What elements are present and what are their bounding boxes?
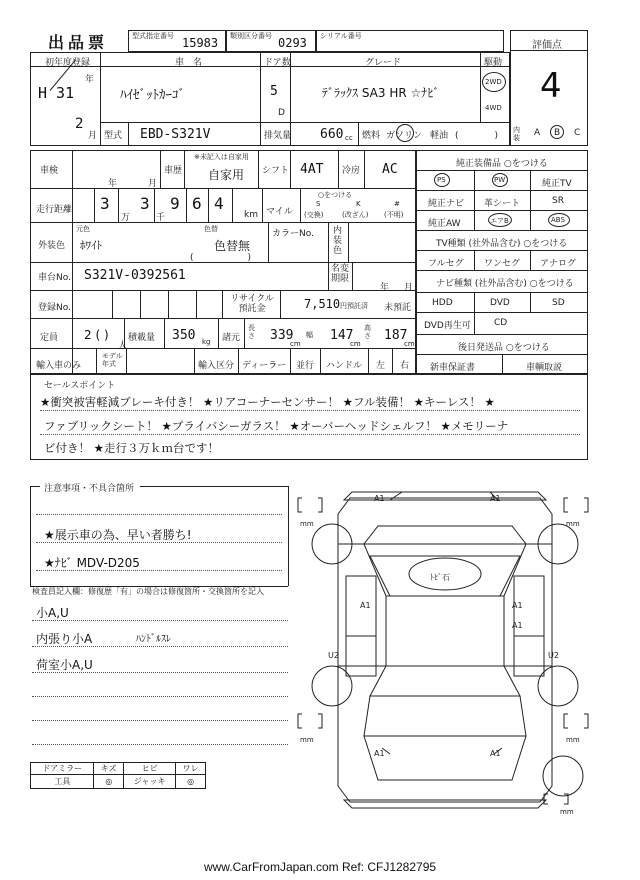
dims-label: 諸元	[222, 333, 241, 343]
mileage-digit-1: 3	[100, 194, 110, 213]
notes-line-2: ★ﾅﾋﾞ MDV-D205	[44, 556, 140, 570]
mileage-digit-2: 3	[140, 194, 150, 213]
damage-u2-left: U2	[328, 651, 339, 660]
car-damage-diagram	[290, 486, 600, 816]
legend-jack-check: ◎	[176, 775, 206, 789]
doors-label: ドア数	[264, 58, 291, 68]
equip-navi: 純正ナビ	[428, 199, 465, 209]
mark-k: K	[356, 200, 361, 208]
mm-1: mm	[300, 520, 314, 528]
handle-label: ハンドル	[326, 361, 363, 371]
fuel-circle	[396, 124, 414, 142]
handle-left[interactable]: 左	[376, 361, 386, 371]
grade-value: ﾃﾞﾗｯｸｽ SA3 HR ☆ﾅﾋﾞ	[322, 86, 440, 100]
insp-line-2b: ﾊﾝﾄﾞﾙｽﾚ	[136, 634, 171, 645]
tv-full: フルセグ	[428, 259, 464, 269]
mileage-man: 万	[121, 213, 131, 223]
legend-door-mirror: ドアミラー	[31, 763, 94, 775]
equip-leather: 革シート	[484, 199, 521, 209]
meter-note: ○をつける	[318, 191, 353, 199]
model-designation-value: 15983	[182, 36, 219, 50]
navi-header: ナビ種類 (社外品含む) ○をつける	[436, 279, 574, 289]
mark-hash: #	[394, 200, 400, 208]
recycle-none: 未預託	[384, 303, 412, 313]
damage-stone: ﾄﾋﾞ石	[430, 573, 450, 582]
damage-a1-left: A1	[360, 601, 371, 610]
recycle-label: リサイクル預託金	[230, 294, 274, 314]
equip-pw: PW	[494, 176, 506, 184]
length-value: 339	[270, 328, 294, 343]
insp-line-2a: 内張り小A	[36, 632, 93, 646]
capacity-unit: 人	[118, 341, 128, 351]
fuel-paren: ( )	[455, 131, 499, 141]
drive-2wd: 2WD	[485, 78, 502, 86]
mm-2: mm	[566, 520, 580, 528]
tv-analog: アナログ	[540, 259, 577, 269]
displacement-value: 660	[320, 127, 344, 142]
page-title: 出品票	[48, 33, 109, 52]
height-value: 187	[384, 328, 408, 343]
mileage-label: 走行距離	[36, 205, 73, 215]
rename-label: 名変期限	[331, 264, 350, 284]
capacity-label: 定員	[40, 333, 59, 343]
mileage-mile: マイル	[266, 207, 293, 217]
notes-label: 注意事項・不具合箇所	[44, 484, 135, 494]
displacement-label: 排気量	[264, 131, 292, 141]
serial-label: シリアル番号	[320, 32, 362, 40]
insp-line-1: 小A,U	[36, 606, 69, 620]
drive-4wd: 4WD	[485, 104, 502, 112]
length-unit: cm	[290, 340, 301, 348]
fuel-gasoline: ガソリン	[386, 131, 423, 141]
width-value: 147	[330, 328, 354, 343]
rename-month: 月	[404, 283, 414, 293]
model-designation-label: 型式指定番号	[132, 32, 174, 40]
int-color-label: 内装色	[333, 226, 343, 256]
model-year-label: モデル年式	[102, 352, 123, 368]
mileage-sen: 千	[156, 213, 166, 223]
cc-unit: cc	[345, 134, 353, 142]
legend-hibi: ヒビ	[124, 763, 176, 775]
damage-a1-front-left: A1	[374, 494, 385, 503]
legend-ware: ワレ	[176, 763, 206, 775]
chassis-value: S321V-0392561	[84, 268, 186, 283]
inspector-label: 検査員記入欄：修復歴「有」の場合は修復箇所・交換箇所を記入	[32, 587, 264, 596]
meter-tampered: (改ざん)	[342, 211, 369, 219]
first-reg-era: H 31	[38, 84, 75, 102]
tv-header: TV種類 (社外品含む) ○をつける	[436, 239, 568, 249]
navi-dvd-play: DVD再生可	[424, 321, 471, 331]
fuel-label: 燃料	[362, 131, 381, 141]
load-unit: kg	[202, 338, 211, 346]
equip-sr: SR	[552, 196, 564, 206]
import-type-label: 輸入区分	[198, 361, 235, 371]
doc-warranty: 新車保証書	[430, 363, 476, 373]
navi-hdd: HDD	[432, 298, 453, 308]
damage-a1-rear-right: A1	[490, 749, 501, 758]
dealer-option[interactable]: ディーラー	[242, 361, 287, 371]
doors-value: 5	[270, 84, 278, 99]
equip-tv: 純正TV	[542, 179, 572, 189]
color-paren: ( )	[190, 253, 252, 263]
usage-value: 自家用	[208, 168, 245, 182]
car-name-value: ﾊｲｾﾞｯﾄｶｰｺﾞ	[120, 88, 185, 103]
mileage-digit-4: 6	[192, 194, 202, 213]
grade-label: グレード	[365, 58, 402, 68]
meter-unknown: (不明)	[384, 211, 404, 219]
year-unit: 年	[85, 75, 95, 85]
doc-manual: 車輌取説	[526, 363, 563, 373]
rating-label: 評価点	[532, 40, 562, 51]
legend-tools: 工具	[31, 775, 94, 789]
orig-color-value: ﾎﾜｲﾄ	[80, 239, 102, 252]
damage-legend	[30, 762, 206, 789]
equipment-header: 純正装備品 ○をつける	[456, 159, 548, 169]
reg-label: 登録No.	[38, 303, 71, 313]
notes-line-1: ★展示車の為、早い者勝ち!	[44, 528, 192, 542]
color-label: 外装色	[38, 241, 66, 251]
equip-ps: PS	[437, 176, 446, 184]
interior-label: 内装	[513, 126, 520, 142]
ac-label: 冷房	[342, 166, 361, 176]
inspection-year: 年	[108, 179, 118, 189]
damage-a1-front-right: A1	[490, 494, 501, 503]
sales-line-1: ★衝突被害軽減ブレーキ付き！ ★リアコーナーセンサー！ ★フル装備！ ★キーレス！ ★	[40, 395, 495, 409]
rating-value: 4	[540, 66, 562, 106]
damage-a1-right: A1	[512, 601, 523, 610]
damage-a1-right-2: A1	[512, 621, 523, 630]
recycle-status: 円預託済	[340, 302, 368, 310]
handle-right[interactable]: 右	[400, 361, 410, 371]
chassis-label: 車台No.	[38, 273, 71, 283]
import-label: 輸入車のみ	[36, 361, 82, 371]
length-label: 長さ	[248, 324, 255, 340]
fuel-light: 軽油	[430, 131, 449, 141]
recycle-value: 7,510	[304, 297, 341, 311]
type-label: 型式	[104, 131, 123, 141]
load-label: 積載量	[128, 333, 156, 343]
mm-3: mm	[300, 736, 314, 744]
color-no-label: カラーNo.	[272, 229, 314, 239]
mm-5: mm	[560, 808, 574, 816]
meter-exchange: (交換)	[304, 211, 324, 219]
shift-value: 4AT	[300, 162, 324, 177]
width-label: 幅	[306, 331, 313, 339]
damage-u2-right: U2	[548, 651, 559, 660]
legend-kizu: キズ	[94, 763, 124, 775]
interior-b: B	[554, 128, 561, 138]
class-number-value: 0293	[278, 36, 307, 50]
door-type: D	[278, 108, 285, 118]
orig-color-label: 元色	[76, 225, 90, 233]
equip-aw: 純正AW	[428, 219, 461, 229]
inspection-label: 車検	[40, 166, 59, 176]
legend-jack: ジャッキ	[124, 775, 176, 789]
usage-note: ※未記入は自家用	[194, 153, 249, 161]
navi-cd: CD	[494, 318, 508, 328]
mm-4: mm	[566, 736, 580, 744]
legend-tools-check: ◎	[94, 775, 124, 789]
width-unit: cm	[350, 340, 361, 348]
tv-one: ワンセグ	[484, 259, 521, 269]
first-reg-month: 2	[75, 116, 84, 132]
load-value: 350	[172, 328, 196, 343]
first-reg-label: 初年度登録	[45, 58, 91, 68]
mileage-digit-3: 9	[170, 194, 180, 213]
footer-ref: www.CarFromJapan.com Ref: CFJ1282795	[203, 860, 437, 874]
inspection-month: 月	[148, 179, 158, 189]
color-change-value: 色替無	[214, 239, 251, 253]
height-unit: cm	[404, 340, 415, 348]
car-name-label: 車 名	[175, 58, 203, 68]
insp-line-3: 荷室小A,U	[36, 658, 93, 672]
shift-label: シフト	[262, 166, 290, 176]
usage-label: 車歴	[164, 166, 183, 176]
height-label: 高さ	[364, 324, 371, 340]
interior-a: A	[534, 128, 541, 138]
navi-dvd: DVD	[490, 298, 510, 308]
sales-line-3: ビ付き！ ★走行３万ｋｍ台です！	[44, 441, 219, 455]
equip-abs: ABS	[551, 216, 565, 224]
rename-year: 年	[380, 283, 390, 293]
damage-a1-rear-left: A1	[374, 749, 385, 758]
color-change-label: 色替	[204, 225, 218, 233]
navi-sd: SD	[552, 298, 565, 308]
ac-value: AC	[382, 162, 398, 177]
capacity-value: 2 ( )	[84, 328, 109, 342]
interior-c: C	[574, 128, 581, 138]
equip-airbag: エアB	[490, 217, 509, 225]
mark-s: S	[316, 200, 321, 208]
sales-line-2: ファブリックシート！ ★プライバシーガラス！ ★オーバーヘッドシェルフ！ ★メモリーナ	[44, 419, 509, 433]
parallel-option[interactable]: 並行	[296, 361, 315, 371]
mileage-digit-5: 4	[214, 194, 224, 213]
model-code: EBD-S321V	[140, 127, 211, 142]
class-number-label: 類別区分番号	[230, 32, 272, 40]
mileage-km: km	[244, 210, 258, 220]
month-unit: 月	[88, 131, 98, 141]
sales-label: セールスポイント	[44, 381, 116, 391]
docs-header: 後日発送品 ○をつける	[458, 343, 550, 353]
drive-label: 駆動	[484, 58, 503, 68]
